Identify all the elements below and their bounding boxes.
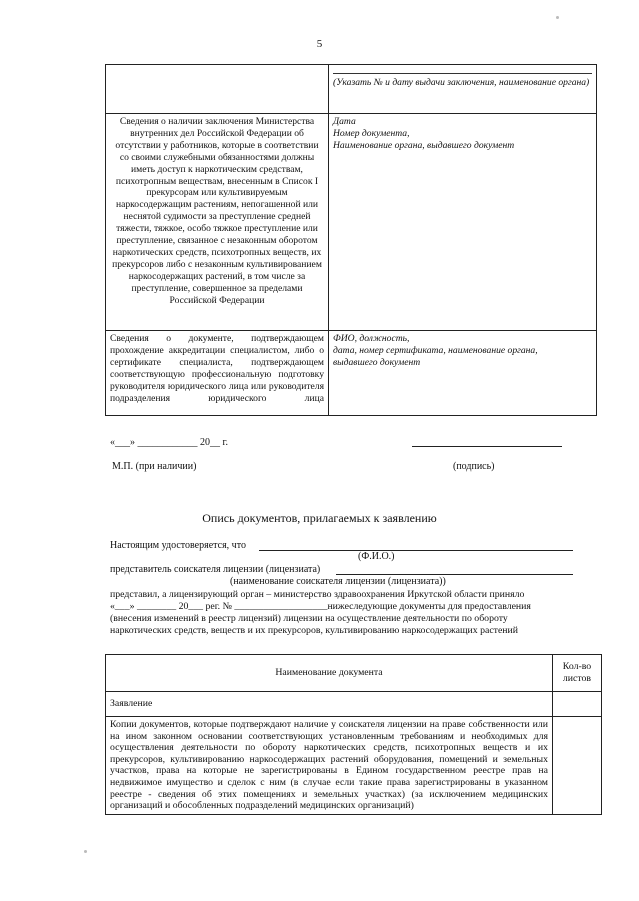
applicant-caption: (наименование соискателя лицензии (лицензиата)) — [230, 576, 446, 587]
table-header-row — [106, 655, 602, 692]
blank-line — [333, 73, 592, 74]
scan-speck — [84, 850, 87, 853]
table-row — [106, 717, 602, 815]
stamp-label: М.П. (при наличии) — [112, 461, 197, 472]
requirements-table — [105, 64, 597, 416]
signature-line — [412, 446, 562, 447]
table-row — [106, 114, 597, 331]
issue-note: (Указать № и дату выдачи заключения, наименование органа) — [333, 77, 590, 88]
fio-line — [259, 550, 573, 551]
doc-property-copies: Копии документов, которые подтверждают наличие у соискателя лицензии на праве собственности или на ином законном основании соответствующих установленным требованиям и необходимых для осуществления деятельности по обороту наркотических средств, психотропных веществ и их прекурсоров, культивированию наркосодержащих растений оборудования, помещений и земельных участков, права на которые не зарегистрированы в Едином государственном реестре прав на недвижимое имущество и сделок с ним (в случае если такие права зарегистрированы в указанном реестре - сведения об этих помещениях и земельных участках) (за исключением медицинских организаций и обособленных подразделений медицинских организаций) — [106, 717, 553, 815]
doc-application: Заявление — [106, 692, 553, 717]
table-row — [106, 331, 597, 416]
inventory-table — [105, 654, 602, 815]
accreditation-label: Сведения о документе, подтверждающем прохождение аккредитации специалистом, либо о сертификате специалиста, подтверждающем соответствующую профессиональную подготовку руководителя юридического лица или руководителя подразделения юридического лица — [106, 331, 329, 416]
applicant-line — [336, 574, 573, 575]
field-doc-number: Номер документа, — [333, 127, 410, 139]
page-number: 5 — [316, 38, 323, 50]
signature-label: (подпись) — [453, 461, 495, 472]
activity-text: наркотических средств, веществ и их прекурсоров, культивированию наркосодержащих растений — [110, 625, 519, 636]
field-cert-issuer: выдавшего документ — [333, 356, 421, 368]
certify-text: Настоящим удостоверяется, что — [110, 540, 246, 551]
mvd-conclusion-label: Сведения о наличии заключения Министерства внутренних дел Российской Федерации об отсутствии у работников, которые в соответствии со своими служебными обязанностями должны иметь доступ к наркотическим средствам, психотропным веществам, внесенным в Список I прекурсорам или культивируемым наркосодержащим растениям, непогашенной или неснятой судимости за преступление средней тяжести, тяжкое, особо тяжкое преступление или преступление, связанное с незаконным оборотом наркотических средств, психотропных веществ, их прекурсоров либо с незаконным культивированием наркосодержащих растений, в том числе за преступление, совершенное за пределами Российской Федерации — [106, 114, 329, 331]
field-cert-details: дата, номер сертификата, наименование органа, — [333, 344, 538, 356]
date-line: «___» ____________ 20__ г. — [110, 437, 228, 448]
scan-speck — [556, 16, 559, 19]
registration-text: «___» ________ 20___ рег. № ___________________нижеследующие документы для предоставления — [110, 601, 531, 612]
field-date: Дата — [333, 116, 356, 127]
purpose-text: (внесения изменений в реестр лицензий) лицензии на осуществление деятельности по обороту — [110, 613, 508, 624]
inventory-title: Опись документов, прилагаемых к заявлению — [202, 511, 437, 525]
representative-text: представитель соискателя лицензии (лицензиата) — [110, 564, 321, 575]
field-issuer: Наименование органа, выдавшего документ — [333, 139, 515, 151]
fio-caption: (Ф.И.О.) — [358, 551, 395, 562]
table-row — [106, 692, 602, 717]
accepted-text: представил, а лицензирующий орган – министерство здравоохранения Иркутской области приняло — [110, 589, 525, 600]
table-row — [106, 65, 597, 114]
header-sheet-count: Кол-во листов — [553, 655, 602, 692]
field-fio-position: ФИО, должность, — [333, 333, 410, 344]
header-doc-name: Наименование документа — [106, 655, 553, 692]
